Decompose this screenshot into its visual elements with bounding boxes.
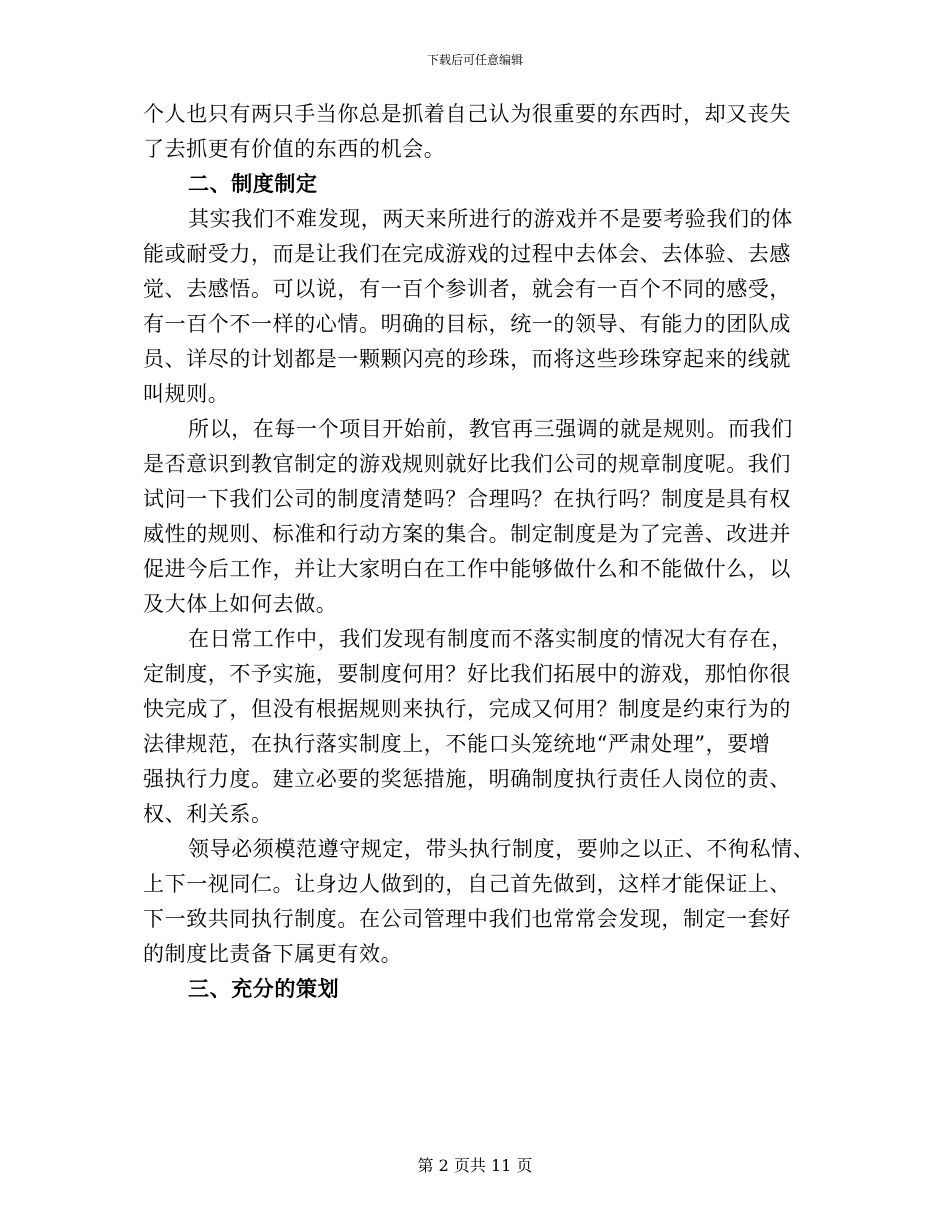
body-line: 下一致共同执行制度。在公司管理中我们也常常会发现，制定一套好 xyxy=(143,907,791,931)
body-line: 强执行力度。建立必要的奖惩措施，明确制度执行责任人岗位的责、 xyxy=(143,767,791,791)
page-number: 第 2 页共 11 页 xyxy=(417,1156,533,1175)
document-body xyxy=(143,98,815,1008)
section-heading: 三、充分的策划 xyxy=(188,976,340,1001)
body-line: 了去抓更有价值的东西的机会。 xyxy=(143,137,446,161)
section-heading: 二、制度制定 xyxy=(188,171,318,196)
body-line: 权、利关系。 xyxy=(143,802,273,826)
body-line: 上下一视同仁。让身边人做到的，自己首先做到，这样才能保证上、 xyxy=(143,872,791,896)
body-line: 是否意识到教官制定的游戏规则就好比我们公司的规章制度呢。我们 xyxy=(143,452,791,476)
paragraph-first-line: 领导必须模范遵守规定，带头执行制度，要帅之以正、不徇私情、 xyxy=(188,837,815,861)
body-line: 个人也只有两只手当你总是抓着自己认为很重要的东西时，却又丧失 xyxy=(143,102,791,126)
body-line: 的制度比责备下属更有效。 xyxy=(143,942,403,966)
body-line: 觉、去感悟。可以说，有一百个参训者，就会有一百个不同的感受， xyxy=(143,277,791,301)
body-line: 法律规范，在执行落实制度上，不能口头笼统地“严肃处理”，要增 xyxy=(143,732,771,756)
body-line: 试问一下我们公司的制度清楚吗？合理吗？在执行吗？制度是具有权 xyxy=(143,487,791,511)
body-line: 快完成了，但没有根据规则来执行，完成又何用？制度是约束行为的 xyxy=(143,697,791,721)
paragraph-first-line: 其实我们不难发现，两天来所进行的游戏并不是要考验我们的体 xyxy=(188,207,793,231)
paragraph-first-line: 在日常工作中，我们发现有制度而不落实制度的情况大有存在， xyxy=(188,627,793,651)
page-header: 下载后可任意编辑 xyxy=(426,53,523,67)
body-line: 威性的规则、标准和行动方案的集合。制定制度是为了完善、改进并 xyxy=(143,522,791,546)
body-line: 促进今后工作，并让大家明白在工作中能够做什么和不能做什么，以 xyxy=(143,557,791,581)
body-line: 及大体上如何去做。 xyxy=(143,592,338,616)
body-line: 叫规则。 xyxy=(143,382,230,406)
body-line: 有一百个不一样的心情。明确的目标，统一的领导、有能力的团队成 xyxy=(143,312,791,336)
body-line: 定制度，不予实施，要制度何用？好比我们拓展中的游戏，那怕你很 xyxy=(143,662,791,686)
body-line: 员、详尽的计划都是一颗颗闪亮的珍珠，而将这些珍珠穿起来的线就 xyxy=(143,347,791,371)
body-line: 能或耐受力，而是让我们在完成游戏的过程中去体会、去体验、去感 xyxy=(143,242,791,266)
paragraph-first-line: 所以，在每一个项目开始前，教官再三强调的就是规则。而我们 xyxy=(188,417,793,441)
